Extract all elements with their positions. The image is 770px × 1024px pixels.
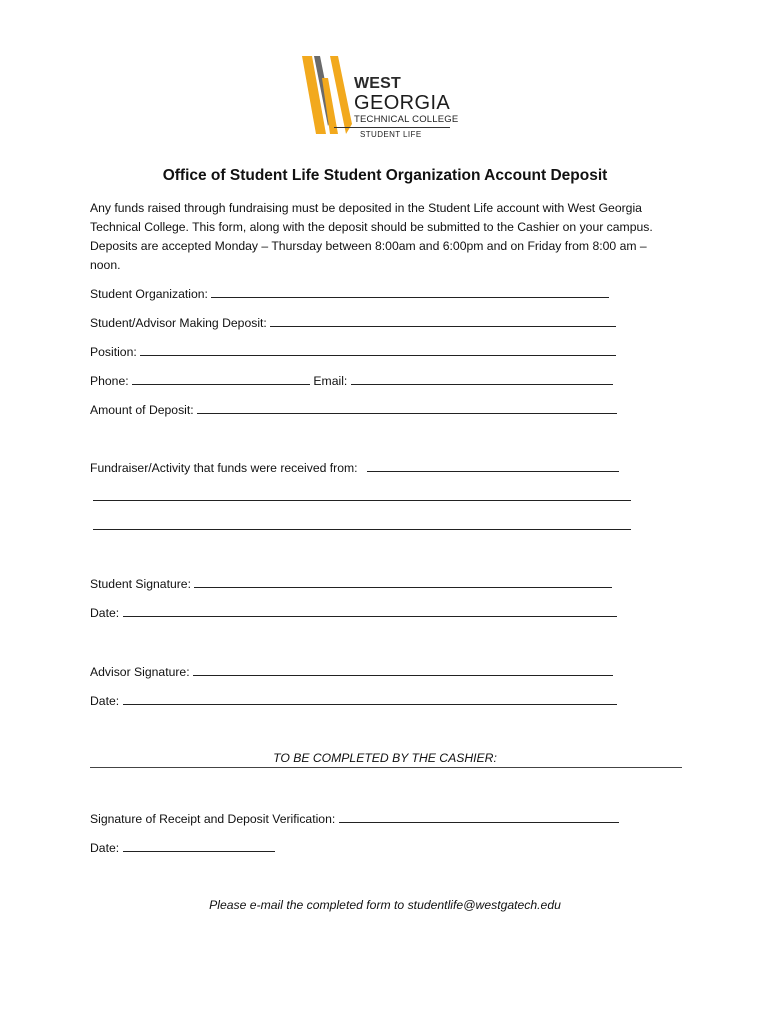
fundraiser-continuation-field[interactable] xyxy=(93,489,631,501)
advisor-deposit-label: Student/Advisor Making Deposit: xyxy=(90,316,267,330)
advisor-date-label: Date: xyxy=(90,694,120,708)
intro-line: noon. xyxy=(90,258,121,272)
student-organization-row xyxy=(90,286,609,301)
logo-student-life: STUDENT LIFE xyxy=(360,130,422,139)
advisor-signature-row xyxy=(90,664,613,679)
student-date-field[interactable] xyxy=(123,605,617,617)
student-signature-label: Student Signature: xyxy=(90,577,191,591)
fundraiser-row xyxy=(90,460,619,475)
intro-paragraph xyxy=(90,199,690,275)
receipt-signature-label: Signature of Receipt and Deposit Verification: xyxy=(90,812,336,826)
receipt-signature-row xyxy=(90,811,619,826)
intro-line: Technical College. This form, along with the deposit should be submitted to the Cashier on your campus. xyxy=(90,220,653,234)
advisor-date-field[interactable] xyxy=(123,693,617,705)
advisor-signature-field[interactable] xyxy=(193,664,613,676)
logo-technical-college: TECHNICAL COLLEGE xyxy=(354,114,459,125)
receipt-signature-field[interactable] xyxy=(339,811,619,823)
cashier-divider xyxy=(90,767,682,768)
fundraiser-label: Fundraiser/Activity that funds were received from: xyxy=(90,461,358,475)
wgtc-logo xyxy=(300,54,460,144)
advisor-date-row xyxy=(90,693,617,708)
position-row xyxy=(90,344,616,359)
amount-label: Amount of Deposit: xyxy=(90,403,194,417)
logo-divider xyxy=(334,127,450,128)
cashier-date-field[interactable] xyxy=(123,840,275,852)
logo-georgia: GEORGIA xyxy=(354,92,451,114)
cashier-date-row xyxy=(90,840,275,855)
position-field[interactable] xyxy=(140,344,616,356)
footer-note: Please e-mail the completed form to studentlife@westgatech.edu xyxy=(209,898,561,912)
fundraiser-continuation-row xyxy=(90,518,631,533)
amount-field[interactable] xyxy=(197,402,617,414)
phone-label: Phone: xyxy=(90,374,129,388)
advisor-deposit-row xyxy=(90,315,616,330)
fundraiser-continuation-row xyxy=(90,489,631,504)
fundraiser-field[interactable] xyxy=(367,460,619,472)
student-signature-row xyxy=(90,576,612,591)
cashier-heading: TO BE COMPLETED BY THE CASHIER: xyxy=(273,751,497,765)
student-date-row xyxy=(90,605,617,620)
advisor-deposit-field[interactable] xyxy=(270,315,616,327)
student-date-label: Date: xyxy=(90,606,120,620)
phone-field[interactable] xyxy=(132,373,310,385)
fundraiser-continuation-field[interactable] xyxy=(93,518,631,530)
logo-west: WEST xyxy=(354,75,402,92)
form-title: Office of Student Life Student Organization Account Deposit xyxy=(162,167,608,184)
email-field[interactable] xyxy=(351,373,613,385)
w-mark-icon xyxy=(300,54,360,136)
position-label: Position: xyxy=(90,345,137,359)
intro-line: Any funds raised through fundraising must be deposited in the Student Life account with West Georgia xyxy=(90,201,642,215)
student-organization-field[interactable] xyxy=(211,286,609,298)
amount-row xyxy=(90,402,617,417)
email-label: Email: xyxy=(313,374,348,388)
student-signature-field[interactable] xyxy=(194,576,612,588)
advisor-signature-label: Advisor Signature: xyxy=(90,665,190,679)
cashier-date-label: Date: xyxy=(90,841,120,855)
intro-line: Deposits are accepted Monday – Thursday between 8:00am and 6:00pm and on Friday from 8:00 am – xyxy=(90,239,647,253)
student-organization-label: Student Organization: xyxy=(90,287,208,301)
phone-email-row xyxy=(90,373,613,388)
